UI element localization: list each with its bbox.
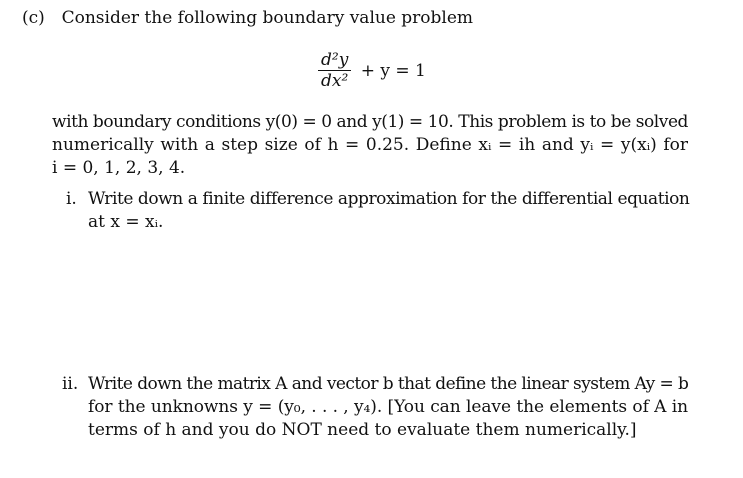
- equation-rhs: + y = 1: [360, 60, 426, 81]
- fraction-numerator: d²y: [318, 50, 351, 71]
- display-equation: [318, 50, 426, 91]
- question-i-line-2: at x = xᵢ.: [88, 212, 164, 232]
- question-i-line-1: Write down a finite difference approximation for the differential equation: [88, 189, 690, 209]
- paragraph-line-3: i = 0, 1, 2, 3, 4.: [52, 158, 186, 178]
- question-i-label: i.: [66, 189, 77, 209]
- question-ii-label: ii.: [62, 374, 79, 394]
- paragraph-line-2: numerically with a step size of h = 0.25. Define xᵢ = ih and yᵢ = y(xᵢ) for: [52, 135, 688, 155]
- question-ii-line-2: for the unknowns y = (y₀, . . . , y₄). [You can leave the elements of A in: [88, 397, 688, 417]
- question-ii-line-1: Write down the matrix A and vector b that define the linear system Ay = b: [88, 374, 689, 394]
- question-ii-line-3: terms of h and you do NOT need to evaluate them numerically.]: [88, 420, 637, 440]
- second-derivative-fraction: [318, 50, 351, 91]
- fraction-denominator: dx²: [321, 71, 349, 91]
- part-label-line: [22, 8, 473, 28]
- part-intro: Consider the following boundary value problem: [61, 8, 474, 28]
- part-label: (c): [22, 8, 45, 28]
- paragraph-line-1: with boundary conditions y(0) = 0 and y(1) = 10. This problem is to be solved: [52, 112, 688, 132]
